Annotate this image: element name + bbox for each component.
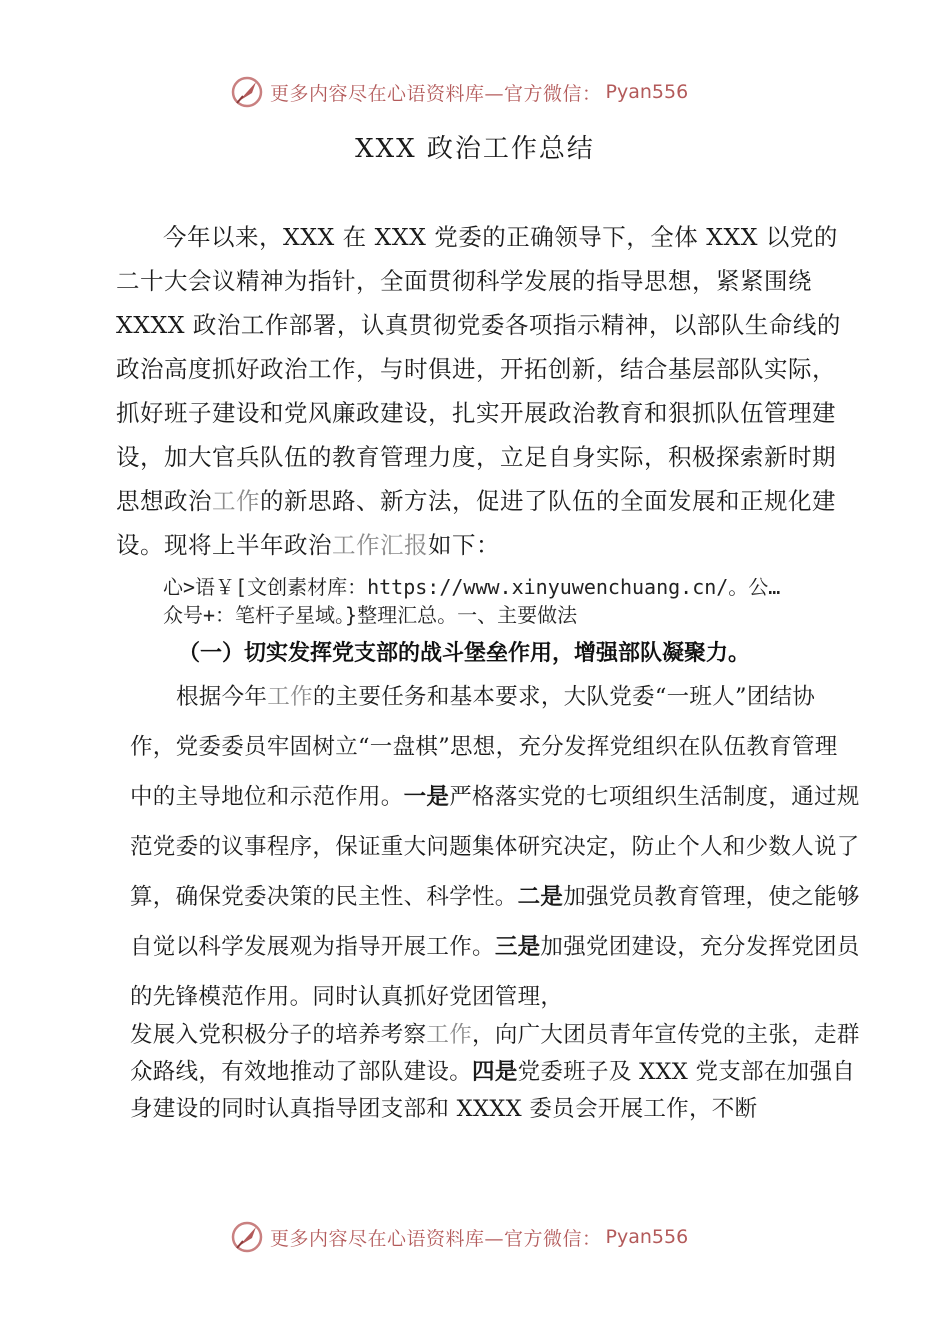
quill-logo-icon	[230, 1220, 264, 1254]
source-line-2: 众号+：笔杆子星域。}整理汇总。一、主要做法	[163, 603, 578, 627]
keyword-1: 一是	[403, 784, 450, 810]
source-line-1: 心>语￥[文创素材库：https://www.xinyuwenchuang.cn/。公…	[163, 575, 781, 599]
paragraph-party-branch: 根据今年工作的主要任务和基本要求，大队党委“一班人”团结协作，党委委员牢固树立“一盘棋”思想，充分发挥党组织在队伍教育管理中的主导地位和示范作用。一是严格落实党的七项组织生活制度，通过规范党委的议事程序，保证重大问题集体研究决定，防止个人和少数人说了算，确保党委决策的民主性、科学性。二是加强党员教育管理，使之能够自觉以科学发展观为指导开展工作。三是加强党团建设，充分发挥党团员的先锋模范作用。同时认真抓好党团管理，	[130, 684, 860, 1010]
header-banner	[230, 72, 688, 112]
keyword-4: 四是	[472, 1059, 518, 1085]
keyword-3: 三是	[494, 934, 541, 960]
section-heading: （一）切实发挥党支部的战斗堡垒作用，增强部队凝聚力。	[178, 641, 751, 666]
banner-wechat-id: Pyan556	[605, 81, 689, 103]
paragraph-intro: 今年以来，XXX 在 XXX 党委的正确领导下，全体 XXX 以党的二十大会议精神为指针，全面贯彻科学发展的指导思想，紧紧围绕 XXXX 政治工作部署，认真贯彻党委各项指示精神，以部队生命线的政治高度抓好政治工作，与时俱进，开拓创新，结合基层部队实际，抓好班子建设和党风廉政建设，扎实开展政治教育和狠抓队伍管理建设，加大官兵队伍的教育管理力度，立足自身实际，积极探索新时期思想政治工作的新思路、新方法，促进了队伍的全面发展和正规化建设。现将上半年政治工作汇报如下：	[116, 223, 841, 559]
banner-text: 更多内容尽在心语资料库—官方微信：	[270, 1227, 602, 1250]
keyword-2: 二是	[517, 884, 564, 910]
banner-wechat-id: Pyan556	[605, 1226, 689, 1248]
banner-text: 更多内容尽在心语资料库—官方微信：	[270, 82, 602, 105]
quill-logo-icon	[230, 75, 264, 109]
source-note	[163, 573, 863, 629]
paragraph-continued: 发展入党积极分子的培养考察工作，向广大团员青年宣传党的主张，走群众路线，有效地推动了部队建设。四是党委班子及 XXX 党支部在加强自身建设的同时认真指导团支部和 XXXX 委员会开展工作，不断	[130, 1022, 860, 1122]
footer-banner	[230, 1217, 688, 1257]
document-title: XXX 政治工作总结	[355, 134, 595, 164]
